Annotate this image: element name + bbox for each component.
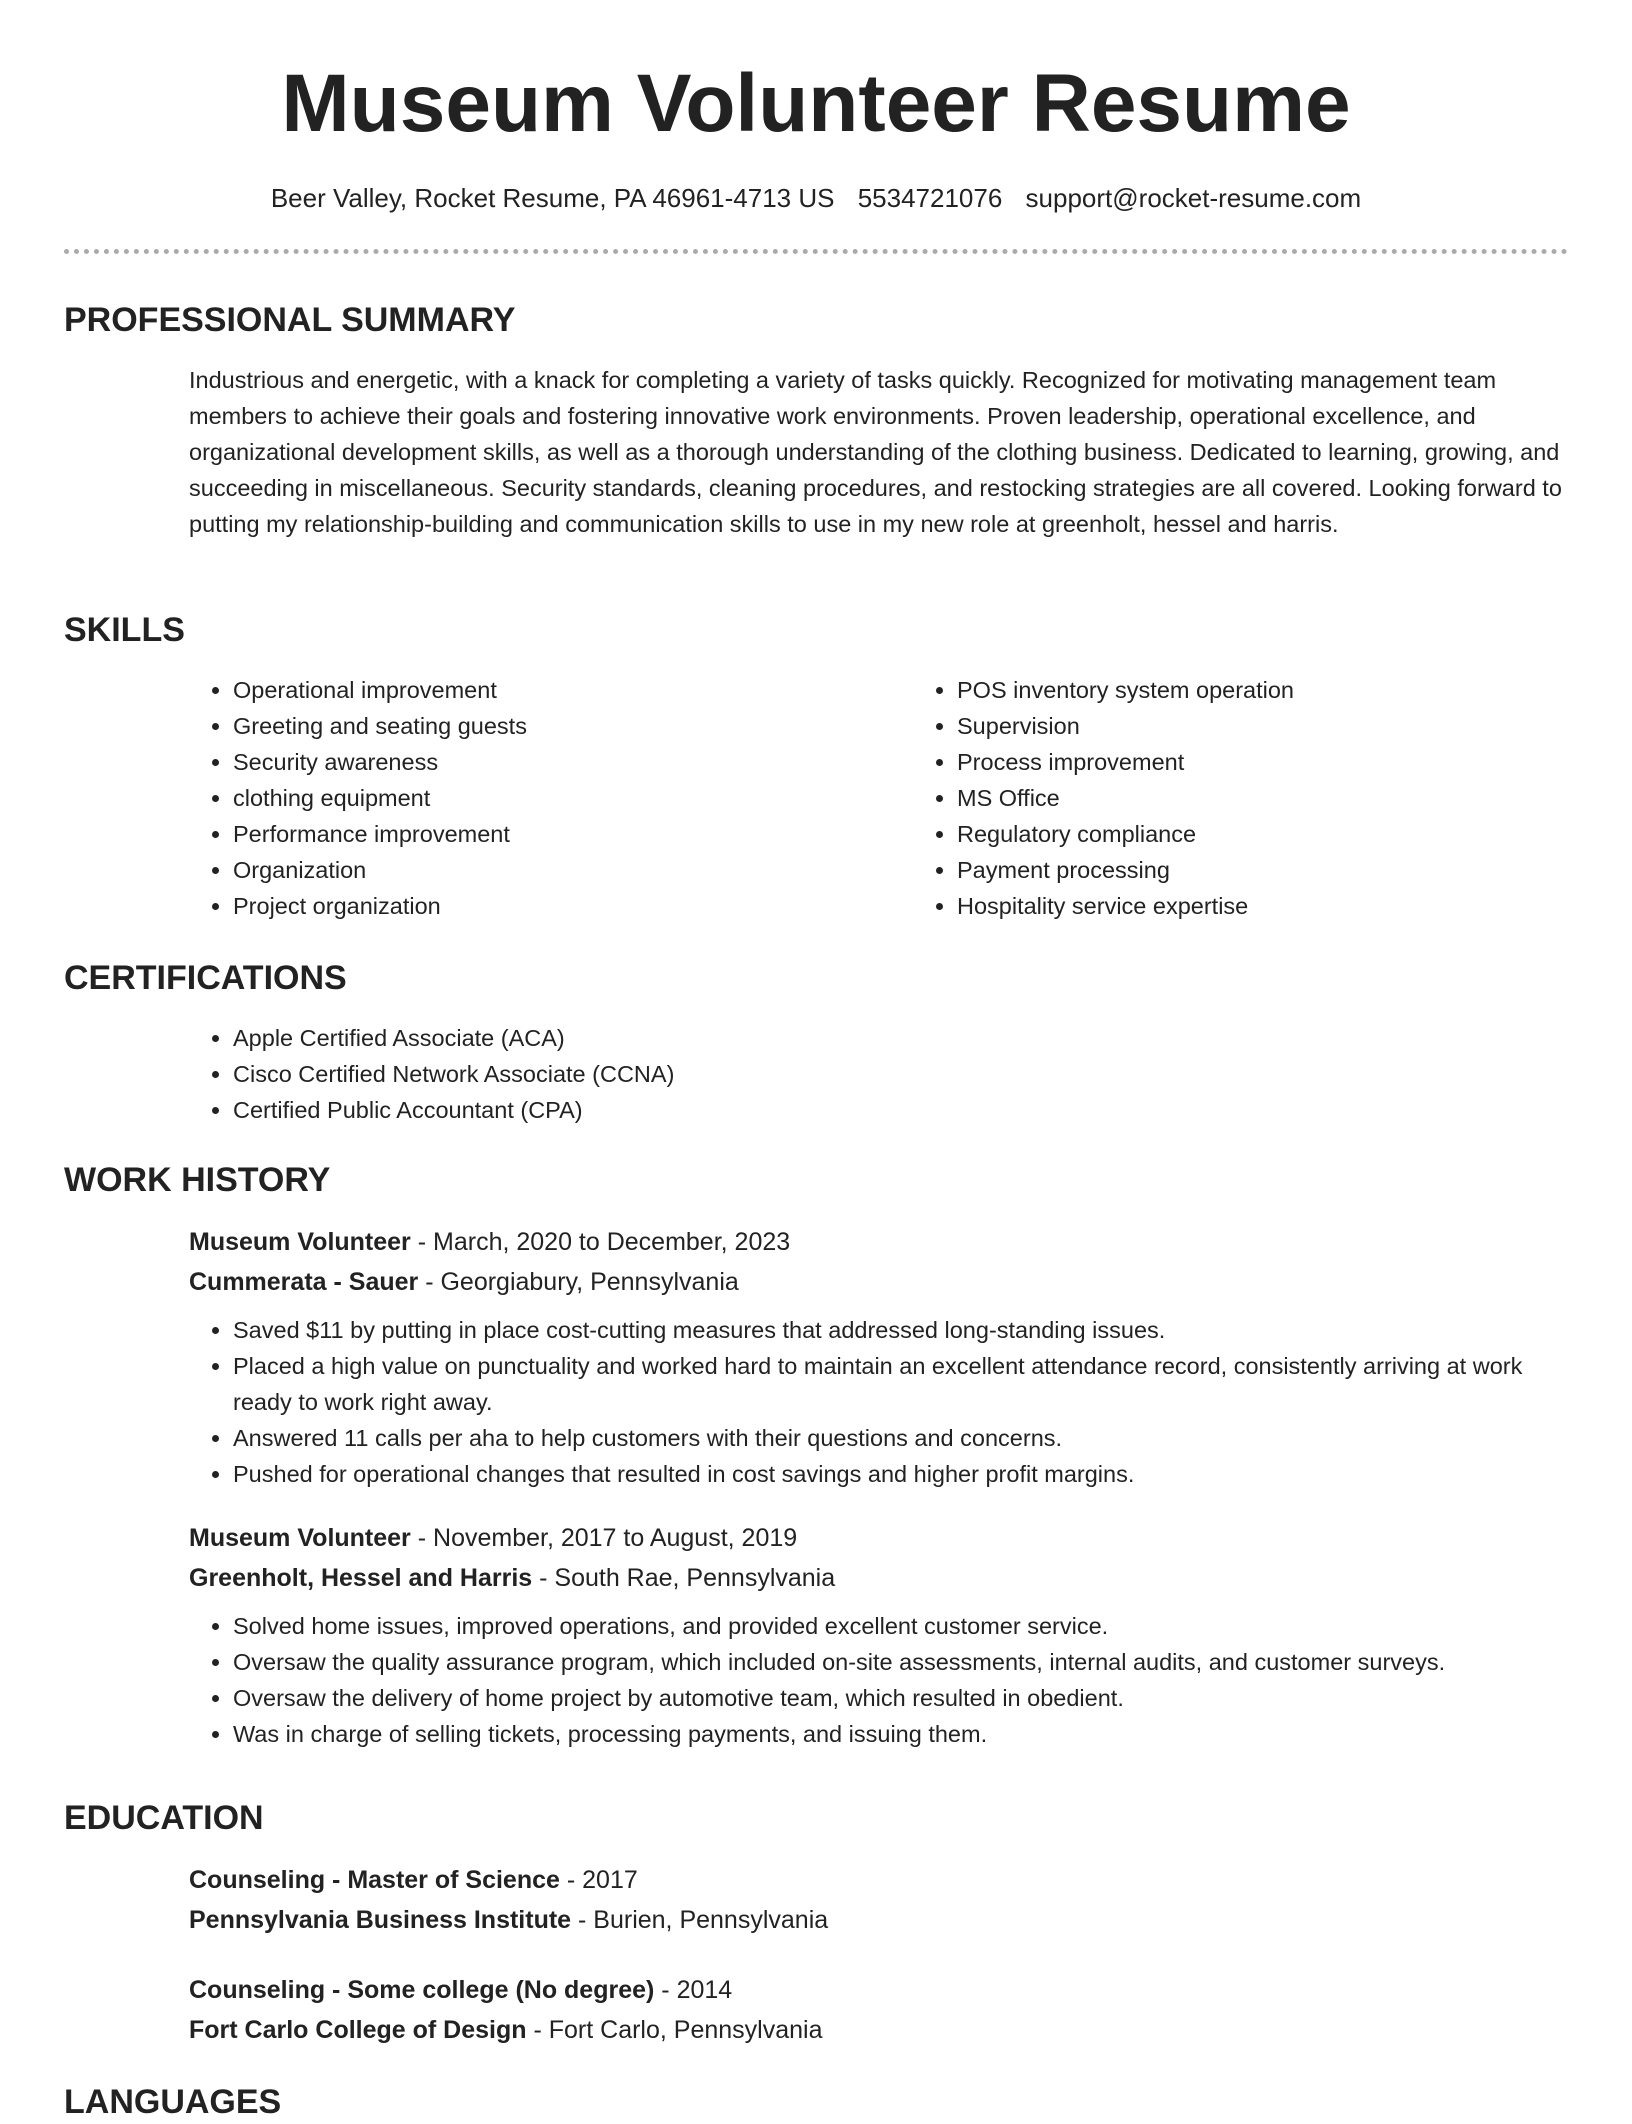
job-title: Museum Volunteer [189,1524,411,1552]
list-item: • Payment processing [957,852,1632,888]
contact-line [0,180,1632,216]
degree-line [189,1860,1564,1900]
list-item: • MS Office [957,780,1632,816]
header-divider [64,249,1568,254]
work-history-heading: WORK HISTORY [64,1161,331,1199]
list-item: • Saved $11 by putting in place cost-cutting measures that addressed long-standing issues. [233,1312,1564,1348]
job-dates: - March, 2020 to December, 2023 [410,1228,791,1256]
degree: Counseling - Master of Science [189,1866,560,1894]
degree-line [189,1970,1564,2010]
job-company: Greenholt, Hessel and Harris [189,1564,533,1592]
list-item: • Regulatory compliance [957,816,1632,852]
school-line [189,2010,1564,2050]
school-location: - Burien, Pennsylvania [571,1906,829,1934]
list-item: • Performance improvement [233,816,913,852]
list-item: • Answered 11 calls per aha to help customers with their questions and concerns. [233,1420,1564,1456]
degree-year: - 2017 [559,1866,638,1894]
list-item: • POS inventory system operation [957,672,1632,708]
work-history-section [64,1158,1568,1752]
job-entry [189,1222,1564,1492]
entry-spacer [189,1940,1564,1970]
education-body [189,1860,1564,2050]
education-entry [189,1860,1564,1940]
list-item: • Project organization [233,888,913,924]
job-dates: - November, 2017 to August, 2019 [410,1524,798,1552]
list-item: • Solved home issues, improved operations, and provided excellent customer service. [233,1608,1564,1644]
certifications-body [189,1020,1564,1128]
work-history-body [189,1222,1564,1752]
job-bullets [189,1312,1564,1492]
entry-spacer [189,1492,1564,1518]
list-item: • Organization [233,852,913,888]
job-location: - South Rae, Pennsylvania [532,1564,836,1592]
contact-email: support@rocket-resume.com [1025,183,1362,213]
list-item: • Certified Public Accountant (CPA) [233,1092,1564,1128]
list-item: • Security awareness [233,744,913,780]
job-company: Cummerata - Sauer [189,1268,419,1296]
list-item: • Greeting and seating guests [233,708,913,744]
list-item: • Apple Certified Associate (ACA) [233,1020,1564,1056]
list-item: • Cisco Certified Network Associate (CCNA) [233,1056,1564,1092]
certifications-heading: CERTIFICATIONS [64,959,347,997]
list-item: • Pushed for operational changes that resulted in cost savings and higher profit margins. [233,1456,1564,1492]
page-title: Museum Volunteer Resume [281,58,1351,149]
skills-section [64,608,1568,924]
skills-columns [189,672,1564,924]
degree: Counseling - Some college (No degree) [189,1976,655,2004]
school-location: - Fort Carlo, Pennsylvania [526,2016,823,2044]
list-item: • Placed a high value on punctuality and worked hard to maintain an excellent attendance record, consistently arriving at work ready to work right away. [233,1348,1564,1420]
school: Pennsylvania Business Institute [189,1906,572,1934]
education-entry [189,1970,1564,2050]
languages-section [64,2080,1568,2124]
skills-heading: SKILLS [64,611,185,649]
skills-list-right [913,672,1632,924]
summary-section [64,298,1568,542]
list-item: • Process improvement [957,744,1632,780]
certifications-list [189,1020,1564,1128]
school-line [189,1900,1564,1940]
skills-list-left [189,672,913,924]
list-item: • clothing equipment [233,780,913,816]
contact-phone: 5534721076 [857,183,1003,213]
job-title: Museum Volunteer [189,1228,411,1256]
job-company-line [189,1558,1564,1598]
list-item: • Oversaw the quality assurance program, which included on-site assessments, internal audits, and customer surveys. [233,1644,1564,1680]
job-company-line [189,1262,1564,1302]
education-section [64,1796,1568,2050]
job-title-line [189,1518,1564,1558]
list-item: • Hospitality service expertise [957,888,1632,924]
job-bullets [189,1608,1564,1752]
job-location: - Georgiabury, Pennsylvania [418,1268,739,1296]
summary-heading: PROFESSIONAL SUMMARY [64,301,516,339]
list-item: • Operational improvement [233,672,913,708]
summary-text: Industrious and energetic, with a knack for completing a variety of tasks quickly. Recognized for motivating management team members to achieve their goals and fostering innovative work environments. Proven leadership, operational excellence, and organizational development skills, as well as a thorough understanding of the clothing business. Dedicated to learning, growing, and succeeding in miscellaneous. Security standards, cleaning procedures, and restocking strategies are all covered. Looking forward to putting my relationship-building and communication skills to use in my new role at greenholt, hessel and harris. [189,367,1562,537]
languages-heading: LANGUAGES [64,2083,282,2121]
job-entry [189,1518,1564,1752]
school: Fort Carlo College of Design [189,2016,527,2044]
contact-address: Beer Valley, Rocket Resume, PA 46961-4713 US [270,183,835,213]
job-title-line [189,1222,1564,1262]
education-heading: EDUCATION [64,1799,264,1837]
degree-year: - 2014 [654,1976,733,2004]
list-item: • Was in charge of selling tickets, processing payments, and issuing them. [233,1716,1564,1752]
list-item: • Supervision [957,708,1632,744]
list-item: • Oversaw the delivery of home project by automotive team, which resulted in obedient. [233,1680,1564,1716]
certifications-section [64,956,1568,1128]
